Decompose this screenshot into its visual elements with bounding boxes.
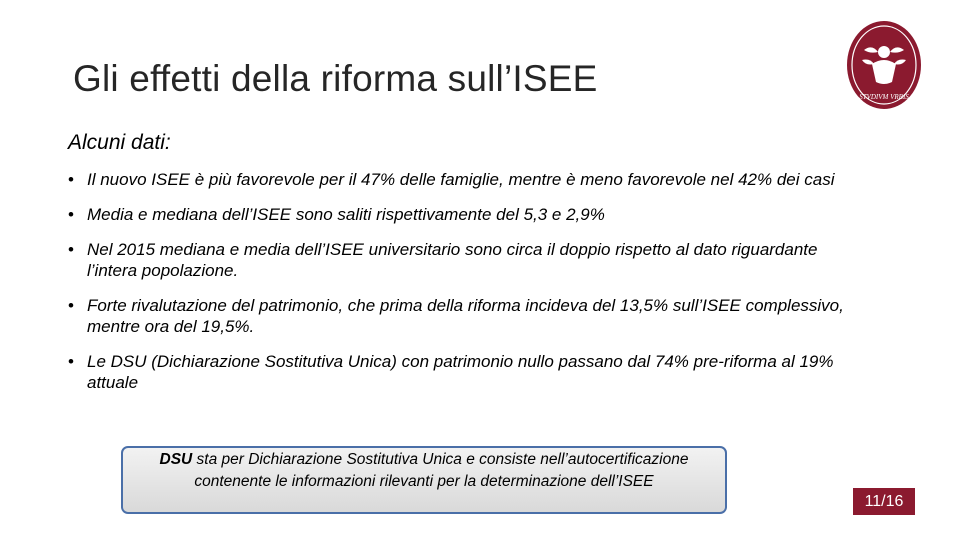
section-subtitle: Alcuni dati: xyxy=(68,131,171,154)
note-text: sta per Dichiarazione Sostitutiva Unica e consiste nell’autocertificazione contenente le informazioni rilevanti per la determinazione dell’ISEE xyxy=(192,451,689,490)
note-term: DSU xyxy=(159,451,193,468)
page-number-badge xyxy=(853,488,915,515)
bullet-list xyxy=(68,169,868,407)
page-separator: / xyxy=(881,493,886,510)
bullet-item: • Il nuovo ISEE è più favorevole per il 47% delle famiglie, mentre è meno favorevole nel 42% dei casi xyxy=(68,169,868,190)
page-total: 16 xyxy=(885,493,904,510)
bullet-item: • Media e mediana dell’ISEE sono saliti rispettivamente del 5,3 e 2,9% xyxy=(68,204,868,225)
slide-title: Gli effetti della riforma sull’ISEE xyxy=(73,58,598,99)
university-seal-icon xyxy=(846,20,922,110)
bullet-item: • Forte rivalutazione del patrimonio, che prima della riforma incideva del 13,5% sull’ISEE complessivo, mentre ora del 19,5%. xyxy=(68,295,868,337)
bullet-item: • Nel 2015 mediana e media dell’ISEE universitario sono circa il doppio rispetto al dato riguardante l’intera popolazione. xyxy=(68,239,868,281)
bullet-item: • Le DSU (Dichiarazione Sostitutiva Unica) con patrimonio nullo passano dal 74% pre-riforma al 19% attuale xyxy=(68,351,868,393)
seal-text: STVDIVM VRBIS xyxy=(859,93,909,101)
page-current: 11 xyxy=(864,493,882,510)
definition-note-box xyxy=(121,446,727,514)
